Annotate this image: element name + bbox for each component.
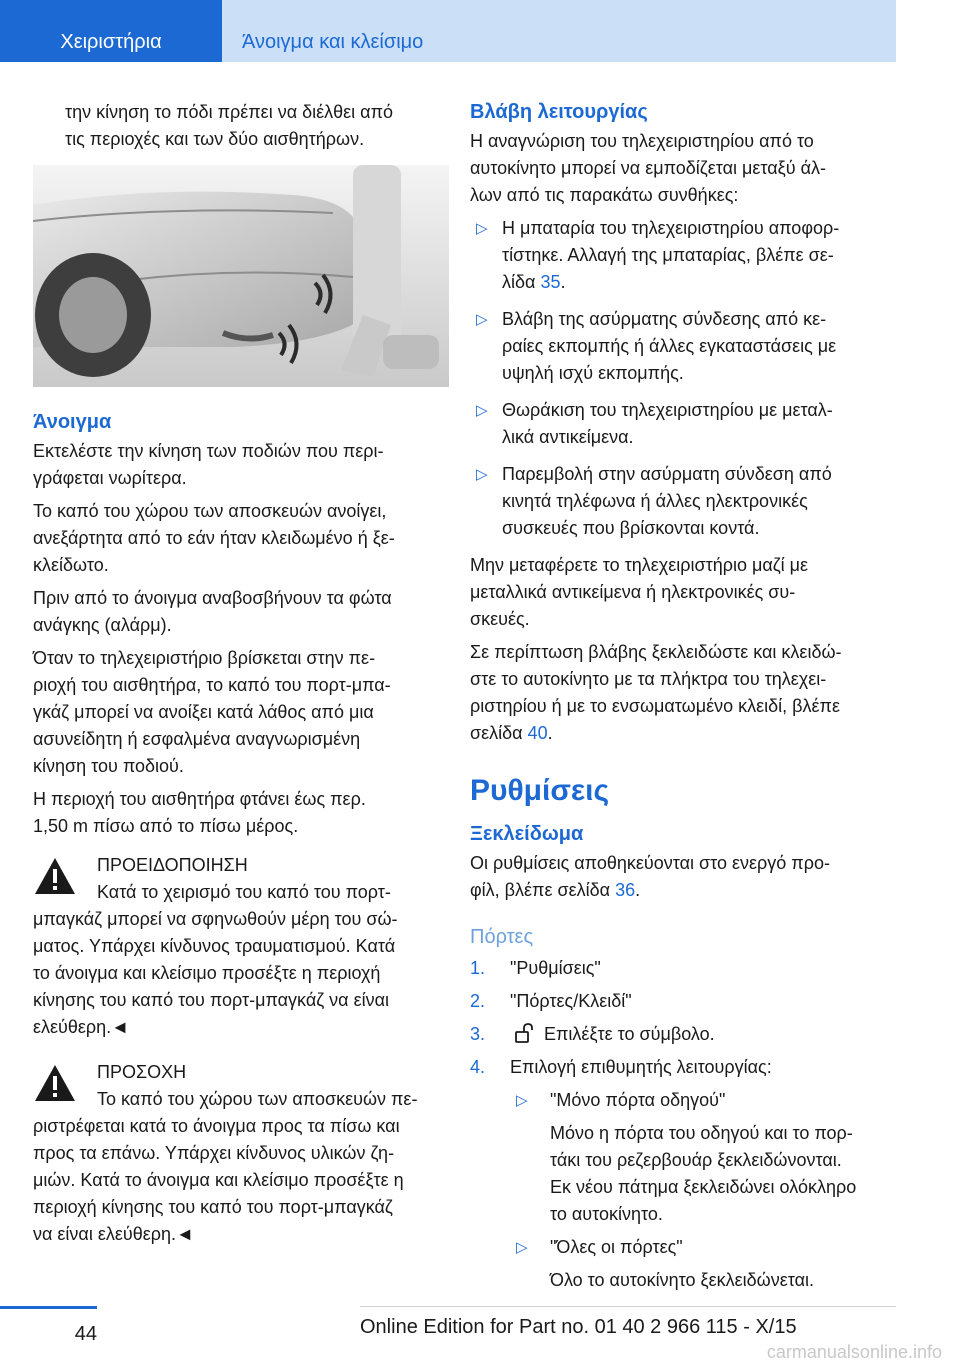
- warning-block: [33, 852, 449, 1041]
- paragraph: Οι ρυθμίσεις αποθηκεύονται στο ενεργό προ- φίλ, βλέπε σελίδα 36.: [470, 853, 830, 900]
- intro-paragraph: την κίνηση το πόδι πρέπει να διέλθει από τις περιοχές και των δύο αισθητήρων.: [65, 102, 394, 149]
- option-description: Μόνο η πόρτα του οδηγού και το πορ- τάκι του ρεζερβουάρ ξεκλειδώνονται. Εκ νέου πάτημα ξεκλειδώνει ολόκληρο το αυτοκίνητο.: [550, 1123, 857, 1224]
- fault-causes-list: [470, 215, 896, 542]
- list-item: 2. "Πόρτες/Κλειδί": [470, 991, 632, 1011]
- section-title-settings: Ρυθμίσεις: [470, 774, 610, 807]
- subsection-title-doors: Πόρτες: [470, 926, 534, 948]
- page-number: 44: [0, 1306, 97, 1346]
- right-column: [470, 99, 896, 1300]
- list-item: ▷ Βλάβη της ασύρματης σύνδεσης από κε- ραίες εκπομπής ή άλλες εγκαταστάσεις με υψηλή ισχύ εκπομπής.: [470, 306, 896, 387]
- warning-body: μπαγκάζ μπορεί να σφηνωθούν μέρη του σώ- ματος. Υπάρχει κίνδυνος τραυματισμού. Κατά το άνοιγμα και κλείσιμο προσέξτε η περιοχή κίνησης του καπό του πορτ-μπαγκάζ να είναι ελεύθερη.◄: [33, 909, 398, 1037]
- triangle-bullet-icon: ▷: [476, 466, 488, 483]
- list-item: ▷ "Μόνο πόρτα οδηγού" Μόνο η πόρτα του οδηγού και το πορ- τάκι του ρεζερβουάρ ξεκλειδώνονται. Εκ νέου πάτημα ξεκλειδώνει ολόκληρο το αυτοκίνητο.: [510, 1087, 896, 1228]
- header-tab-label: Χειριστήρια: [60, 31, 162, 53]
- warning-triangle-icon: [33, 1063, 77, 1103]
- paragraph: Μην μεταφέρετε το τηλεχειριστήριο μαζί με μεταλλικά αντικείμενα ή ηλεκτρονικές συ- σκευές.: [470, 555, 809, 629]
- paragraph: Η περιοχή του αισθητήρα φτάνει έως περ. 1,50 m πίσω από το πίσω μέρος.: [33, 789, 366, 836]
- warning-title: ΠΡΟΕΙΔΟΠΟΙΗΣΗ: [97, 855, 248, 875]
- caution-first-line: Το καπό του χώρου των αποσκευών πε-: [97, 1089, 418, 1109]
- list-item: ▷ "Όλες οι πόρτες" Όλο το αυτοκίνητο ξεκλειδώνεται.: [510, 1234, 896, 1294]
- triangle-bullet-icon: ▷: [476, 311, 488, 328]
- footer-divider: [360, 1306, 896, 1307]
- warning-triangle-icon: [33, 856, 77, 896]
- paragraph: Σε περίπτωση βλάβης ξεκλειδώστε και κλειδώ- στε το αυτοκίνητο με τα πλήκτρα του τηλεχει- ριστηρίου ή με το ενσωματωμένο κλειδί, βλέπε σελίδα 40.: [470, 642, 842, 743]
- watermark: carmanualsonline.info: [766, 1342, 942, 1362]
- triangle-bullet-icon: ▷: [516, 1239, 528, 1256]
- section-title-opening: Άνοιγμα: [33, 411, 112, 433]
- header-tab-opening-closing[interactable]: [222, 0, 896, 62]
- option-description: Όλο το αυτοκίνητο ξεκλειδώνεται.: [550, 1270, 815, 1290]
- triangle-bullet-icon: ▷: [476, 402, 488, 419]
- page-reference-link[interactable]: 40: [527, 723, 548, 743]
- paragraph: Πριν από το άνοιγμα αναβοσβήνουν τα φώτα ανάγκης (αλάρμ).: [33, 588, 392, 635]
- section-title-fault: Βλάβη λειτουργίας: [470, 101, 648, 123]
- left-column: [33, 99, 449, 1248]
- triangle-bullet-icon: ▷: [476, 220, 488, 237]
- caution-block: [33, 1059, 449, 1248]
- list-item: 3. Επιλέξτε το σύμβολο.: [470, 1024, 715, 1044]
- caution-title: ΠΡΟΣΟΧΗ: [97, 1062, 187, 1082]
- paragraph: Η αναγνώριση του τηλεχειριστηρίου από το αυτοκίνητο μπορεί να εμποδίζεται μεταξύ άλ- λων από τις παρακάτω συνθήκες:: [470, 131, 826, 205]
- header-tab-controls[interactable]: [0, 0, 222, 62]
- paragraph: Όταν το τηλεχειριστήριο βρίσκεται στην πε- ριοχή του αισθητήρα, το καπό του πορτ-μπα- γκάζ μπορεί να ανοίξει κατά λάθος από μια ασυνείδητη ή εσφαλμένα αναγνωρισμένη κίνηση του ποδιού.: [33, 648, 391, 776]
- options-list: [510, 1087, 896, 1294]
- page-reference-link[interactable]: 36: [615, 880, 636, 900]
- steps-list: [470, 955, 896, 1294]
- footer-edition: Online Edition for Part no. 01 40 2 966 115 - X/15: [360, 1316, 797, 1338]
- list-item: 1. "Ρυθμίσεις": [470, 958, 601, 978]
- paragraph: Το καπό του χώρου των αποσκευών ανοίγει, ανεξάρτητα από το εάν ήταν κλειδωμένο ή ξε- κλείδωτο.: [33, 501, 395, 575]
- paragraph: Εκτελέστε την κίνηση των ποδιών που περι- γράφεται νωρίτερα.: [33, 441, 384, 488]
- list-item: ▷ Παρεμβολή στην ασύρματη σύνδεση από κινητά τηλέφωνα ή άλλες ηλεκτρονικές συσκευές που βρίσκονται κοντά.: [470, 461, 896, 542]
- header-tab-label: Άνοιγμα και κλείσιμο: [242, 31, 424, 53]
- triangle-bullet-icon: ▷: [516, 1092, 528, 1109]
- warning-first-line: Κατά το χειρισμό του καπό του πορτ-: [97, 882, 391, 902]
- caution-body: ριστρέφεται κατά το άνοιγμα προς τα πίσω και προς τα επάνω. Υπάρχει κίνδυνος υλικών ζη- μιών. Κατά το άνοιγμα και κλείσιμο προσέξτε η περιοχή κίνησης του καπό του πορτ-μπαγκάζ να είναι ελεύθερη.◄: [33, 1116, 404, 1244]
- subsection-title-unlocking: Ξεκλείδωμα: [470, 823, 584, 845]
- unlocked-padlock-icon: [514, 1023, 536, 1043]
- page-reference-link[interactable]: 35: [540, 272, 561, 292]
- car-trunk-foot-sensor-illustration: [33, 165, 449, 387]
- list-item: ▷ Η μπαταρία του τηλεχειριστηρίου αποφορ- τίστηκε. Αλλαγή της μπαταρίας, βλέπε σε- λίδα 35.: [470, 215, 896, 296]
- list-item: 4. Επιλογή επιθυμητής λειτουργίας: ▷ "Μόνο πόρτα οδηγού" Μόνο η πόρτα του οδηγού και το πορ- τάκι του ρεζερβουάρ ξεκλειδώνονται. Εκ νέου πάτημα ξεκλειδώνει ολόκληρο το αυτοκίνητο. ▷ "Όλες οι πόρτες" Όλο το αυτοκίνητο ξεκλειδώνεται.: [470, 1054, 896, 1294]
- list-item: ▷ Θωράκιση του τηλεχειριστηρίου με μεταλ- λικά αντικείμενα.: [470, 397, 896, 451]
